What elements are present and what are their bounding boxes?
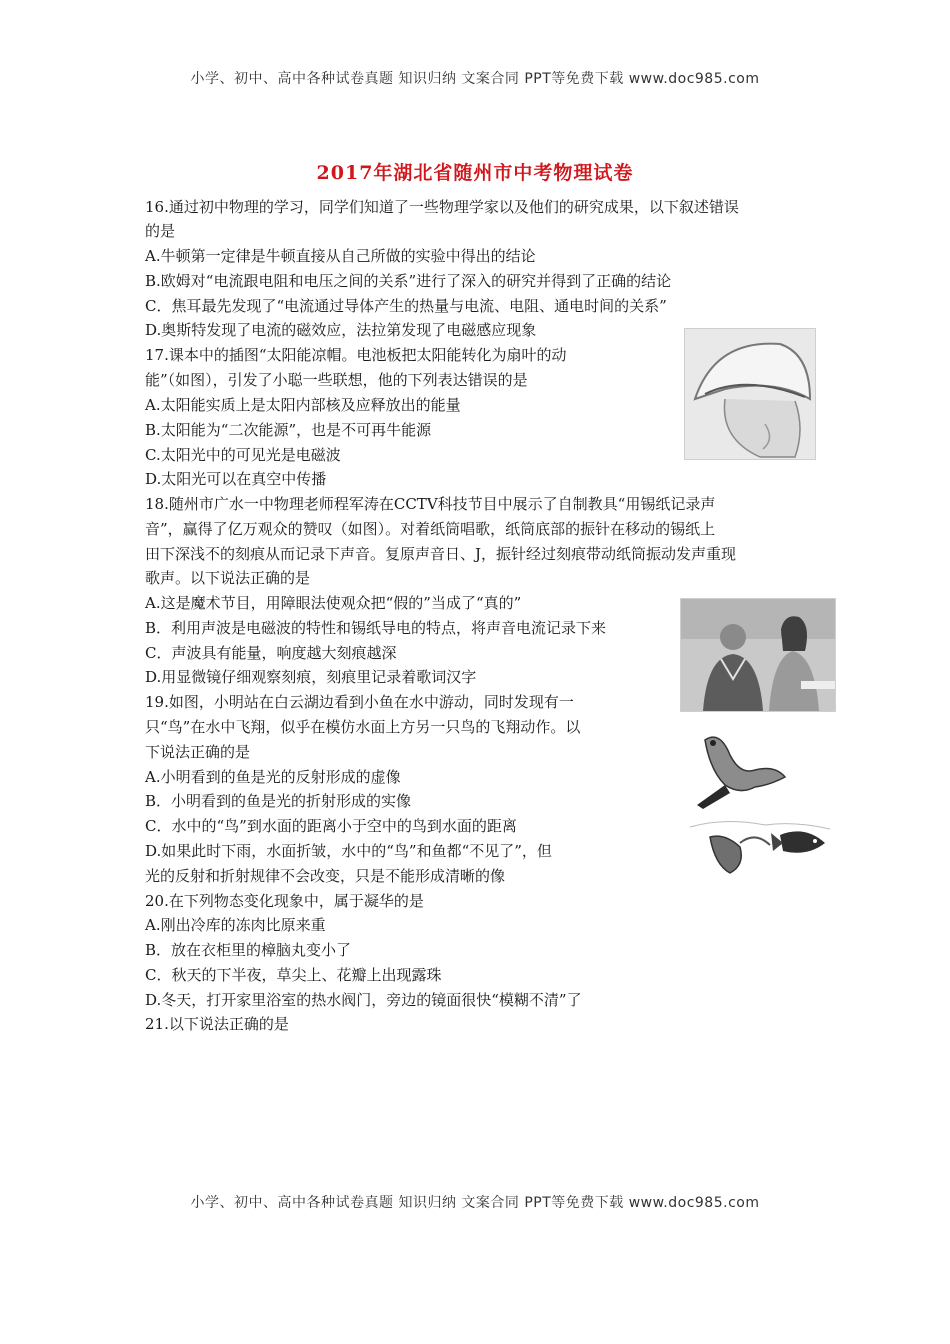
option-line: B.欧姆对“电流跟电阻和电压之间的关系”进行了深入的研究并得到了正确的结论 — [145, 272, 672, 290]
question-line: 音”，赢得了亿万观众的赞叹（如图）。对着纸筒唱歌，纸筒底部的振针在移动的锡纸上 — [145, 520, 716, 538]
solar-hat-figure — [684, 328, 816, 460]
option-line: B．小明看到的鱼是光的折射形成的实像 — [145, 792, 412, 810]
option-line: C．水中的“鸟”到水面的距离小于空中的鸟到水面的距离 — [145, 817, 517, 835]
question-line: 17.课本中的插图“太阳能凉帽。电池板把太阳能转化为扇叶的动 — [145, 346, 567, 364]
option-line: A.小明看到的鱼是光的反射形成的虚像 — [145, 768, 401, 786]
question-line: 只“鸟”在水中飞翔，似乎在模仿水面上方另一只鸟的飞翔动作。以 — [145, 718, 581, 736]
option-line: B．放在衣柜里的樟脑丸变小了 — [145, 941, 352, 959]
option-line: A.这是魔术节目，用障眼法使观众把“假的”当成了“真的” — [145, 594, 522, 612]
page-header: 小学、初中、高中各种试卷真题 知识归纳 文案合同 PPT等免费下载 www.doc985.com — [190, 71, 760, 87]
question-line: 田下深浅不的刻痕从而记录下声音。复原声音日、J，振针经过刻痕带动纸筒振动发声重现 — [145, 545, 737, 563]
question-line: 19.如图，小明站在白云湖边看到小鱼在水中游动，同时发现有一 — [145, 693, 574, 711]
question-line: 的是 — [145, 222, 176, 240]
option-line: B．利用声波是电磁波的特性和锡纸导电的特点，将声音电流记录下来 — [145, 619, 607, 637]
option-line: D.太阳光可以在真空中传播 — [145, 470, 327, 488]
option-line: C．秋天的下半夜，草尖上、花瓣上出现露珠 — [145, 966, 442, 984]
question-line: 20.在下列物态变化现象中，属于凝华的是 — [145, 892, 424, 910]
question-line: 18.随州市广水一中物理老师程军涛在CCTV科技节目中展示了自制教具“用锡纸记录声 — [145, 495, 716, 513]
question-line: 歌声。以下说法正确的是 — [145, 569, 311, 587]
tv-presenters-figure — [680, 598, 836, 712]
page-footer: 小学、初中、高中各种试卷真题 知识归纳 文案合同 PPT等免费下载 www.doc985.com — [190, 1195, 760, 1211]
question-line: 能”（如图），引发了小聪一些联想，他的下列表达错误的是 — [145, 371, 528, 389]
option-line: 光的反射和折射规律不会改变，只是不能形成清晰的像 — [145, 867, 506, 885]
page-title: 2017年湖北省随州市中考物理试卷 — [316, 162, 634, 184]
option-line: A.太阳能实质上是太阳内部核及应释放出的能量 — [145, 396, 461, 414]
option-line: C．声波具有能量，响度越大刻痕越深 — [145, 644, 397, 662]
option-line: D.冬天，打开家里浴室的热水阀门，旁边的镜面很快“模糊不清”了 — [145, 991, 582, 1009]
option-line: C．焦耳最先发现了“电流通过导体产生的热量与电流、电阻、通电时间的关系” — [145, 297, 667, 315]
question-line: 16.通过初中物理的学习，同学们知道了一些物理学家以及他们的研究成果，以下叙述错误 — [145, 198, 739, 216]
option-line: D.如果此时下雨，水面折皱，水中的“鸟”和鱼都“不见了”，但 — [145, 842, 552, 860]
option-line: D.奥斯特发现了电流的磁效应，法拉第发现了电磁感应现象 — [145, 321, 537, 339]
option-line: A.刚出冷库的冻肉比原来重 — [145, 916, 326, 934]
question-line: 下说法正确的是 — [145, 743, 251, 761]
option-line: C.太阳光中的可见光是电磁波 — [145, 446, 341, 464]
option-line: B.太阳能为“二次能源”，也是不可再牛能源 — [145, 421, 432, 439]
option-line: A.牛顿第一定律是牛顿直接从自己所做的实验中得出的结论 — [145, 247, 536, 265]
option-line: D.用显微镜仔细观察刻痕，刻痕里记录着歌词汉字 — [145, 668, 477, 686]
question-line: 21.以下说法正确的是 — [145, 1015, 289, 1033]
bird-reflection-figure — [684, 724, 836, 882]
